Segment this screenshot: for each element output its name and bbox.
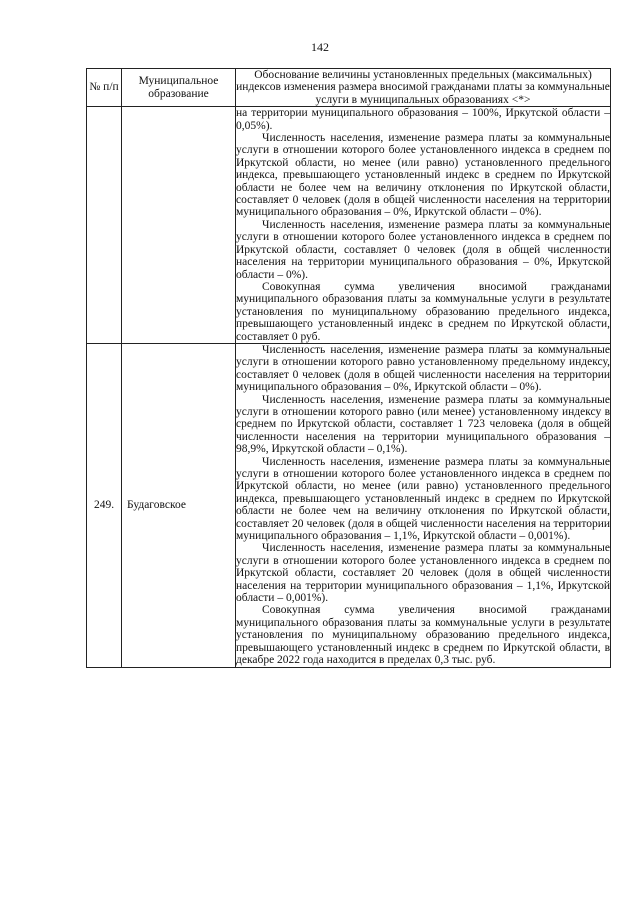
paragraph: Совокупная сумма увеличения вносимой гражданами муниципального образования платы за коммунальные услуги в результате установления по муниципальному образованию предельного индекса, превышающего установленный индекс в среднем по Иркутской области, составляет 0 руб. <box>236 280 610 343</box>
table-header-row <box>87 69 611 107</box>
page-number: 142 <box>311 40 329 54</box>
row-justification <box>236 107 611 344</box>
paragraph: Совокупная сумма увеличения вносимой гражданами муниципального образования платы за коммунальные услуги в результате установления по муниципальному образованию предельного индекса, превышающего установленный индекс в среднем по Иркутской области, в декабре 2022 года находится в пределах 0,3 тыс. руб. <box>236 604 610 667</box>
row-municipality <box>122 107 236 344</box>
tariff-index-table <box>86 68 611 668</box>
header-justification: Обоснование величины установленных предельных (максимальных) индексов изменения размера вносимой гражданами платы за коммунальные услуги в муниципальных образованиях <*> <box>236 69 610 106</box>
row-number: 249. <box>87 343 122 667</box>
paragraph: Численность населения, изменение размера платы за коммунальные услуги в отношении которого более установленного индекса в среднем по Иркутской области, составляет 20 человек (доля в общей численности населения на территории муниципального образования – 1,1%, Иркутской области – 0,001%). <box>236 542 610 605</box>
paragraph: Численность населения, изменение размера платы за коммунальные услуги в отношении которого равно (или менее) установленному индексу в среднем по Иркутской области, составляет 1 723 человека (доля в общей численности населения на территории муниципального образования – 98,9%, Иркутской области – 0,1%). <box>236 393 610 456</box>
row-number <box>87 107 122 344</box>
row-justification <box>236 343 611 667</box>
paragraph: Численность населения, изменение размера платы за коммунальные услуги в отношении которого более установленного индекса в среднем по Иркутской области, но менее (или равно) установленного предельного индекса, превышающего установленный индекс в среднем по Иркутской области не более чем на величину отклонения по Иркутской области, составляет 20 человек (доля в общей численности населения на территории муниципального образования – 1,1%, Иркутской области – 0,001%). <box>236 455 610 543</box>
table-row <box>87 343 611 667</box>
table-row <box>87 107 611 344</box>
paragraph: на территории муниципального образования – 100%, Иркутской области – 0,05%). <box>236 107 610 132</box>
header-municipality: Муниципальное образование <box>122 69 236 107</box>
header-number: № п/п <box>87 69 122 107</box>
row-municipality: Будаговское <box>122 343 236 667</box>
paragraph: Численность населения, изменение размера платы за коммунальные услуги в отношении которого более установленного индекса в среднем по Иркутской области, но менее (или равно) установленного предельного индекса, превышающего установленный индекс в среднем по Иркутской области не более чем на величину отклонения по Иркутской области, составляет 0 человек (доля в общей численности населения на территории муниципального образования – 0%, Иркутской области – 0%). <box>236 132 610 219</box>
paragraph: Численность населения, изменение размера платы за коммунальные услуги в отношении которого более установленного индекса в среднем по Иркутской области, составляет 0 человек (доля в общей численности населения на территории муниципального образования – 0%, Иркутской области – 0%). <box>236 218 610 281</box>
paragraph: Численность населения, изменение размера платы за коммунальные услуги в отношении которого равно установленному предельному индексу, составляет 0 человек (доля в общей численности населения на территории муниципального образования – 0%, Иркутской области – 0%). <box>236 343 610 394</box>
